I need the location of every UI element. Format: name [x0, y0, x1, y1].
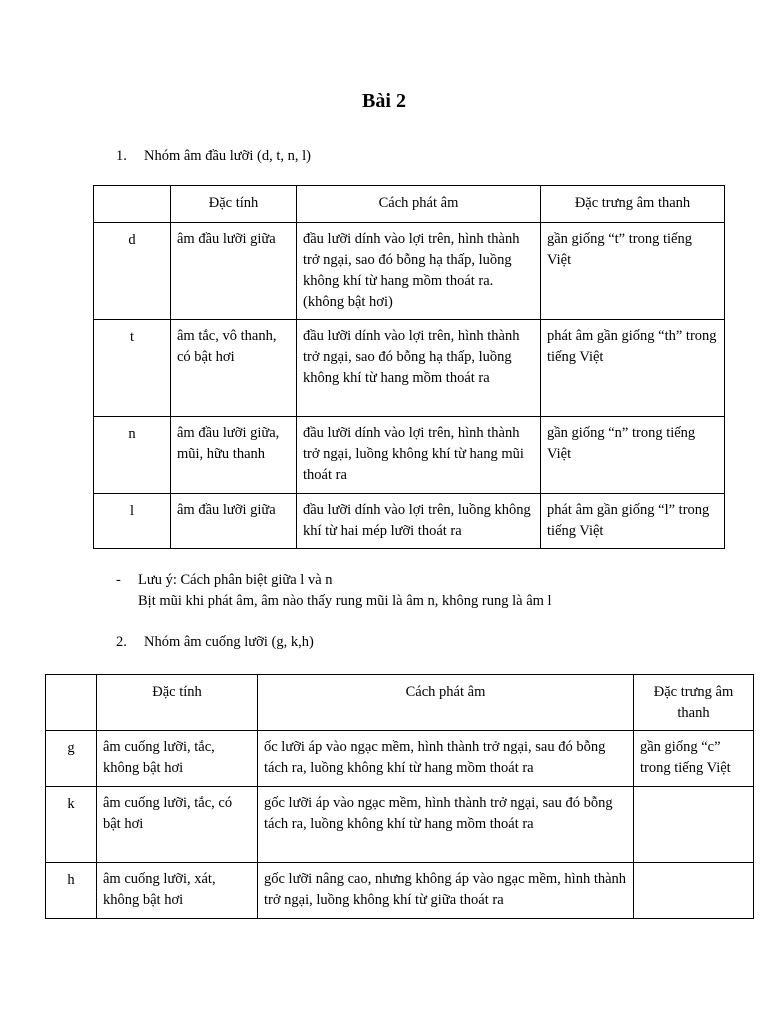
row-key: t: [94, 320, 171, 417]
table-row: [94, 223, 725, 320]
table-header-row: [46, 675, 754, 731]
table-row: [46, 787, 754, 863]
header-cell-trait: Đặc tính: [97, 675, 258, 731]
row-trait: âm cuống lưỡi, tắc, có bật hơi: [97, 787, 258, 863]
table-row: [94, 320, 725, 417]
row-sound: gần giống “t” trong tiếng Việt: [541, 223, 725, 320]
row-sound: phát âm gần giống “l” trong tiếng Việt: [541, 494, 725, 549]
header-cell-empty: [94, 186, 171, 223]
row-key: n: [94, 417, 171, 494]
row-key: l: [94, 494, 171, 549]
row-how: đầu lưỡi dính vào lợi trên, hình thành trở ngại, sao đó bỗng hạ thấp, luồng không khí từ hang mồm thoát ra.(không bật hơi): [297, 223, 541, 320]
table-header-row: [94, 186, 725, 223]
row-trait: âm cuống lưỡi, xát, không bật hơi: [97, 863, 258, 919]
header-cell-how: Cách phát âm: [258, 675, 634, 731]
row-sound: [634, 787, 754, 863]
row-sound: phát âm gần giống “th” trong tiếng Việt: [541, 320, 725, 417]
section-1-heading: [116, 146, 311, 167]
row-sound: [634, 863, 754, 919]
header-cell-how: Cách phát âm: [297, 186, 541, 223]
row-how: gốc lưỡi áp vào ngạc mềm, hình thành trở ngại, sau đó bỗng tách ra, luồng không khí từ hang mồm thoát ra: [258, 787, 634, 863]
table-back-tongue: [45, 674, 754, 919]
row-key: g: [46, 731, 97, 787]
row-how: ốc lưỡi áp vào ngạc mềm, hình thành trở ngại, sau đó bỗng tách ra, luồng không khí từ hang mồm thoát ra: [258, 731, 634, 787]
section-1-number: 1.: [116, 148, 127, 164]
note-block: [116, 570, 552, 612]
page-title: Bài 2: [362, 90, 406, 112]
table-row: [94, 494, 725, 549]
note-dash: -: [116, 572, 121, 588]
table-row: [94, 417, 725, 494]
header-cell-empty: [46, 675, 97, 731]
row-key: h: [46, 863, 97, 919]
table-row: [46, 863, 754, 919]
table-row: [46, 731, 754, 787]
row-sound: gần giống “n” trong tiếng Việt: [541, 417, 725, 494]
note-line-2: Bịt mũi khi phát âm, âm nào thấy rung mũi là âm n, không rung là âm l: [138, 593, 552, 609]
row-how: gốc lưỡi nâng cao, nhưng không áp vào ngạc mềm, hình thành trở ngại, luồng không khí từ giữa thoát ra: [258, 863, 634, 919]
table-front-tongue: [93, 185, 725, 549]
row-key: d: [94, 223, 171, 320]
row-trait: âm tắc, vô thanh, có bật hơi: [171, 320, 297, 417]
note-line-1: Lưu ý: Cách phân biệt giữa l và n: [138, 572, 333, 588]
row-how: đầu lưỡi dính vào lợi trên, hình thành trở ngại, sao đó bỗng hạ thấp, luồng không khí từ hang mồm thoát ra: [297, 320, 541, 417]
section-2-title: Nhóm âm cuống lưỡi (g, k,h): [144, 634, 314, 650]
row-sound: gần giống “c” trong tiếng Việt: [634, 731, 754, 787]
row-how: đầu lưỡi dính vào lợi trên, hình thành trở ngại, luồng không khí từ hang mũi thoát ra: [297, 417, 541, 494]
row-trait: âm cuống lưỡi, tắc, không bật hơi: [97, 731, 258, 787]
section-1-title: Nhóm âm đầu lưỡi (d, t, n, l): [144, 148, 311, 164]
row-trait: âm đầu lưỡi giữa: [171, 494, 297, 549]
row-how: đầu lưỡi dính vào lợi trên, luồng không khí từ hai mép lưỡi thoát ra: [297, 494, 541, 549]
header-cell-trait: Đặc tính: [171, 186, 297, 223]
section-2-number: 2.: [116, 634, 127, 650]
header-cell-sound: Đặc trưng âm thanh: [634, 675, 754, 731]
section-2-heading: [116, 632, 314, 653]
row-trait: âm đầu lưỡi giữa, mũi, hữu thanh: [171, 417, 297, 494]
row-trait: âm đầu lưỡi giữa: [171, 223, 297, 320]
row-key: k: [46, 787, 97, 863]
header-cell-sound: Đặc trưng âm thanh: [541, 186, 725, 223]
